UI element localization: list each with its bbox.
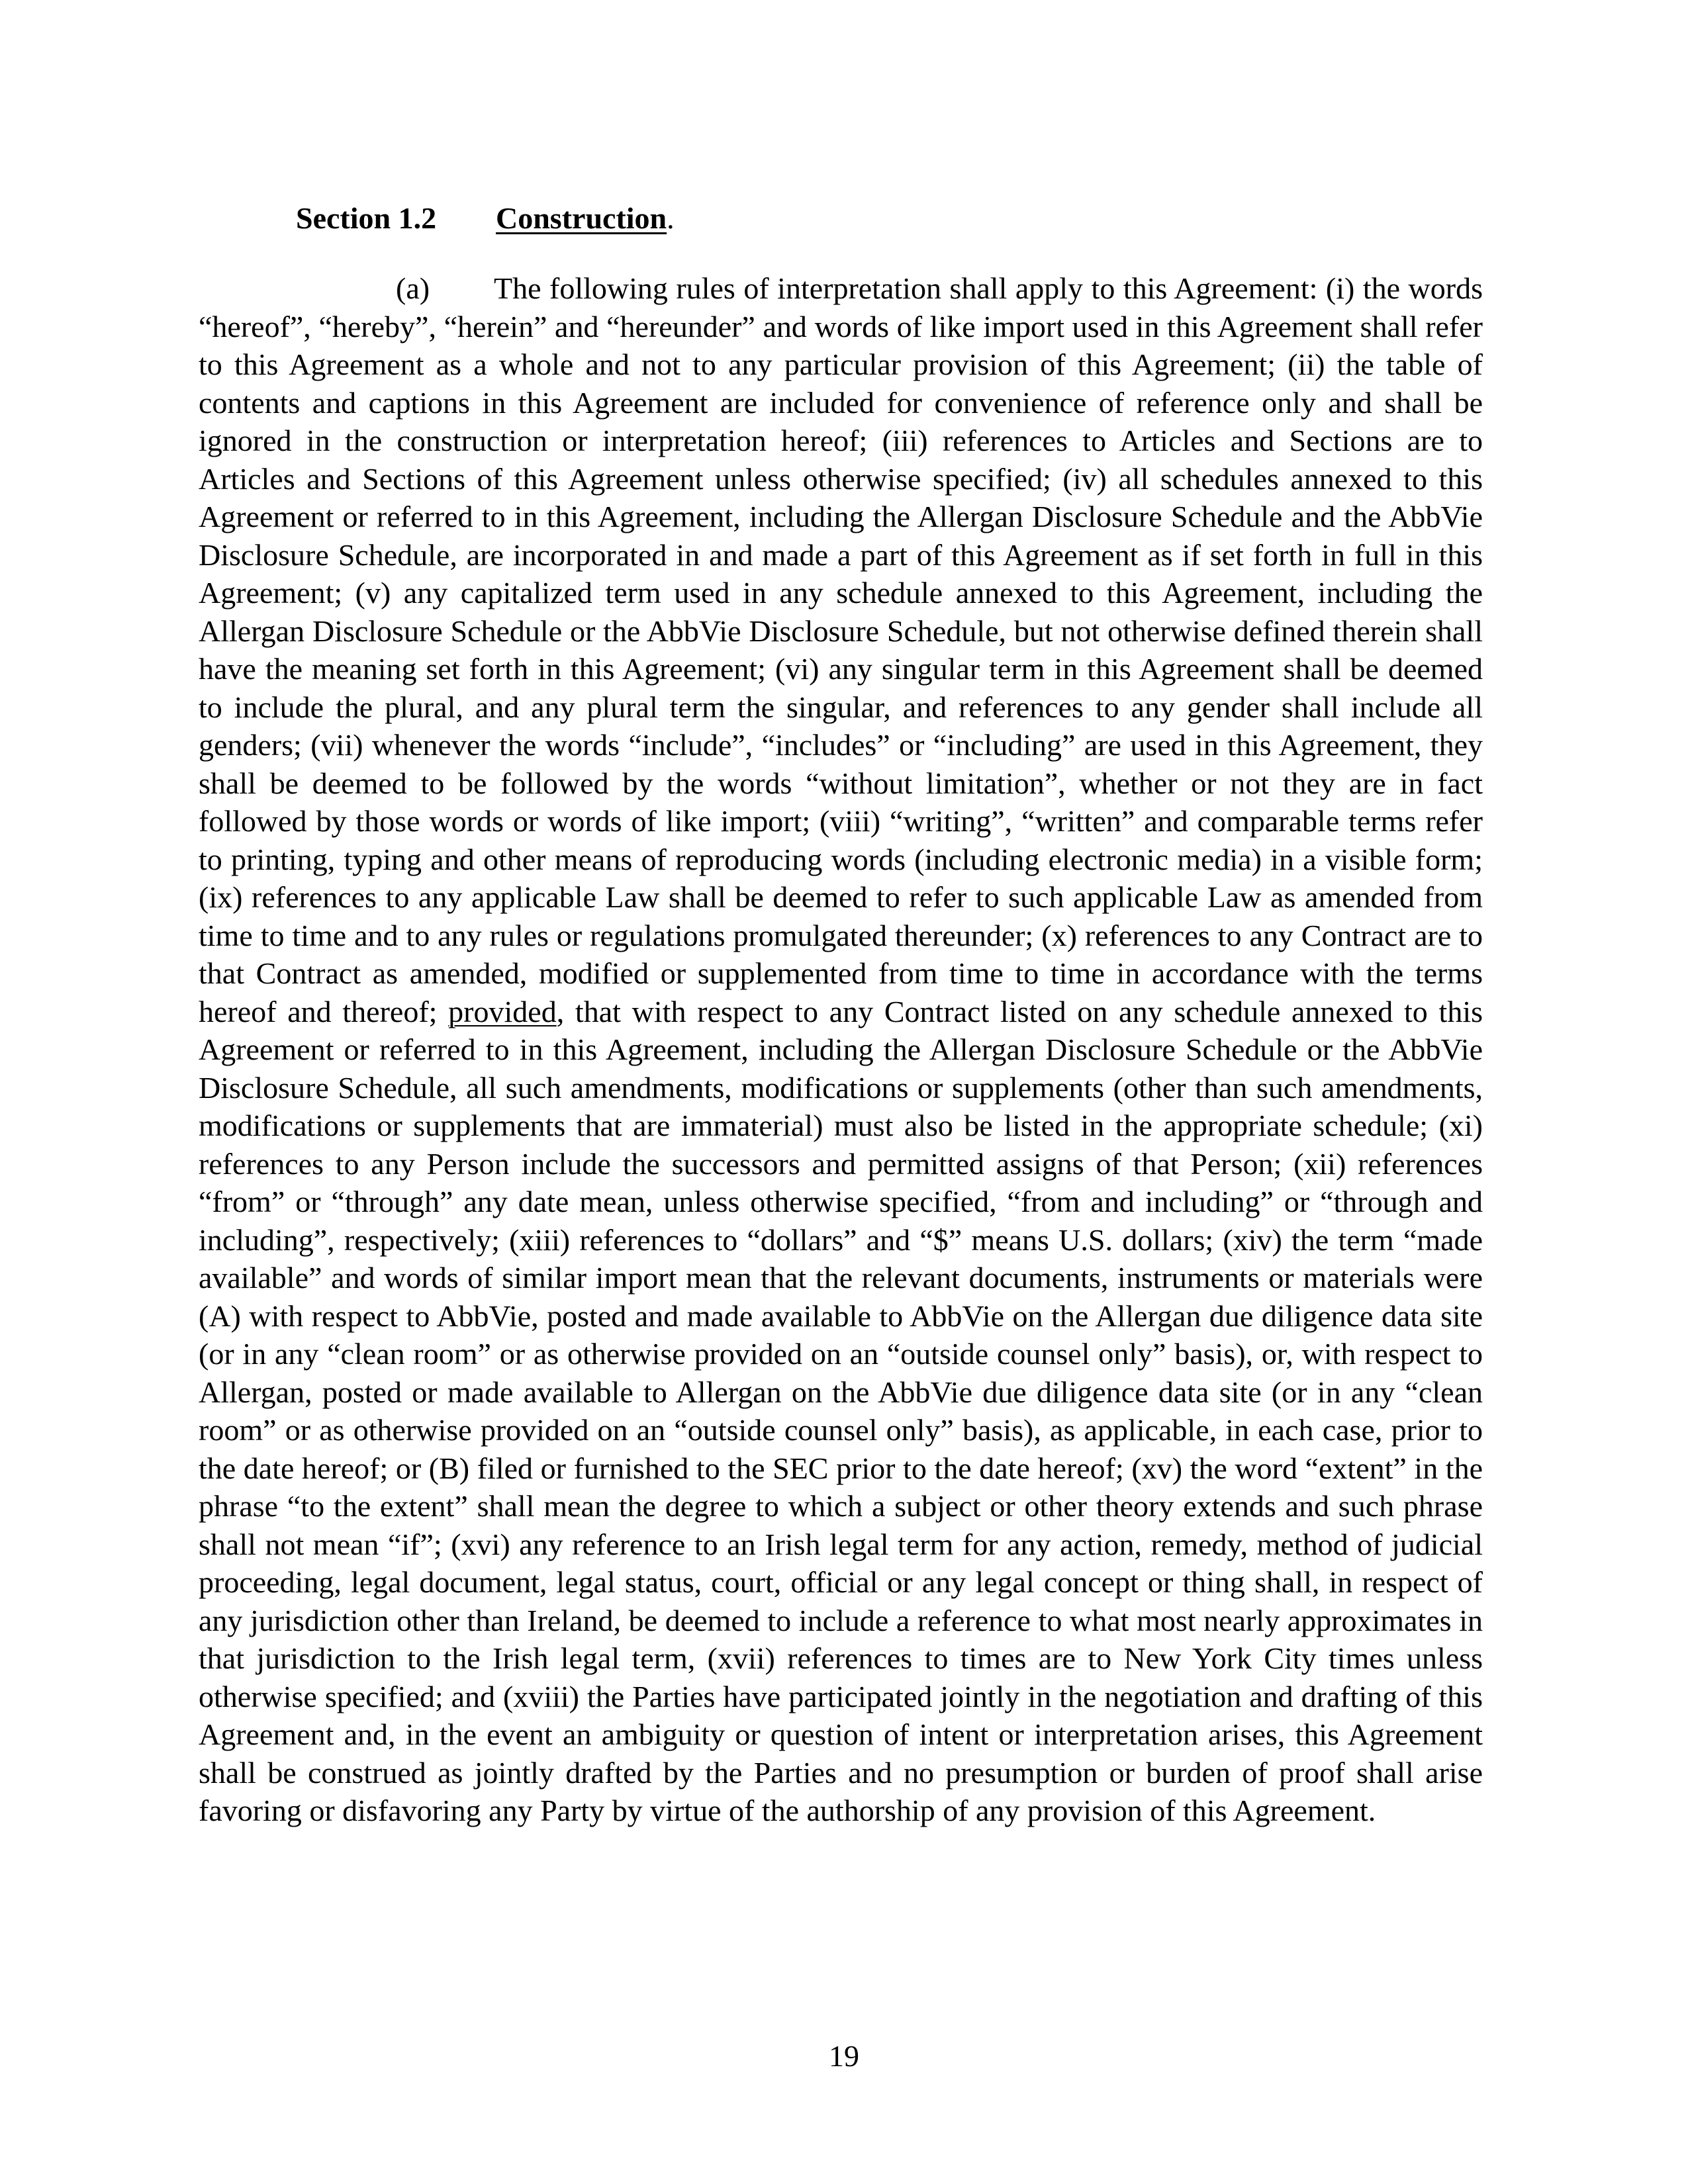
section-title-period: .	[667, 201, 675, 235]
section-heading	[296, 199, 675, 238]
paragraph-a	[199, 269, 1483, 1830]
provided-term: provided	[448, 994, 557, 1028]
paragraph-label: (a)	[396, 271, 430, 305]
paragraph-text-part1: The following rules of interpretation shall apply to this Agreement: (i) the words “hereof”, “hereby”, “herein” and “hereunder” and words of like import used in this Agreement shall refer to this Agreement as a whole and not to any particular provision of this Agreement; (ii) the table of contents and captions in this Agreement are included for convenience of reference only and shall be ignored in the construction or interpretation hereof; (iii) references to Articles and Sections are to Articles and Sections of this Agreement unless otherwise specified; (iv) all schedules annexed to this Agreement or referred to in this Agreement, including the Allergan Disclosure Schedule and the AbbVie Disclosure Schedule, are incorporated in and made a part of this Agreement as if set forth in full in this Agreement; (v) any capitalized term used in any schedule annexed to this Agreement, including the Allergan Disclosure Schedule or the AbbVie Disclosure Schedule, but not otherwise defined therein shall have the meaning set forth in this Agreement; (vi) any singular term in this Agreement shall be deemed to include the plural, and any plural term the singular, and references to any gender shall include all genders; (vii) whenever the words “include”, “includes” or “including” are used in this Agreement, they shall be deemed to be followed by the words “without limitation”, whether or not they are in fact followed by those words or words of like import; (viii) “writing”, “written” and comparable terms refer to printing, typing and other means of reproducing words (including electronic media) in a visible form; (ix) references to any applicable Law shall be deemed to refer to such applicable Law as amended from time to time and to any rules or regulations promulgated thereunder; (x) references to any Contract are to that Contract as amended, modified or supplemented from time to time in accordance with the terms hereof and thereof;	[199, 271, 1483, 1028]
section-title: Construction	[496, 201, 667, 235]
paragraph-text-part2: , that with respect to any Contract listed on any schedule annexed to this Agreement or referred to in this Agreement, including the Allergan Disclosure Schedule or the AbbVie Disclosure Schedule, all such amendments, modifications or supplements (other than such amendments, modifications or supplements that are immaterial) must also be listed in the appropriate schedule; (xi) references to any Person include the successors and permitted assigns of that Person; (xii) references “from” or “through” any date mean, unless otherwise specified, “from and including” or “through and including”, respectively; (xiii) references to “dollars” and “$” means U.S. dollars; (xiv) the term “made available” and words of similar import mean that the relevant documents, instruments or materials were (A) with respect to AbbVie, posted and made available to AbbVie on the Allergan due diligence data site (or in any “clean room” or as otherwise provided on an “outside counsel only” basis), or, with respect to Allergan, posted or made available to Allergan on the AbbVie due diligence data site (or in any “clean room” or as otherwise provided on an “outside counsel only” basis), as applicable, in each case, prior to the date hereof; or (B) filed or furnished to the SEC prior to the date hereof; (xv) the word “extent” in the phrase “to the extent” shall mean the degree to which a subject or other theory extends and such phrase shall not mean “if”; (xvi) any reference to an Irish legal term for any action, remedy, method of judicial proceeding, legal document, legal status, court, official or any legal concept or thing shall, in respect of any jurisdiction other than Ireland, be deemed to include a reference to what most nearly approximates in that jurisdiction to the Irish legal term, (xvii) references to times are to New York City times unless otherwise specified; and (xviii) the Parties have participated jointly in the negotiation and drafting of this Agreement and, in the event an ambiguity or question of intent or interpretation arises, this Agreement shall be construed as jointly drafted by the Parties and no presumption or burden of proof shall arise favoring or disfavoring any Party by virtue of the authorship of any provision of this Agreement.	[199, 994, 1483, 1827]
page-number: 19	[829, 2039, 859, 2073]
section-number: Section 1.2	[296, 201, 437, 235]
